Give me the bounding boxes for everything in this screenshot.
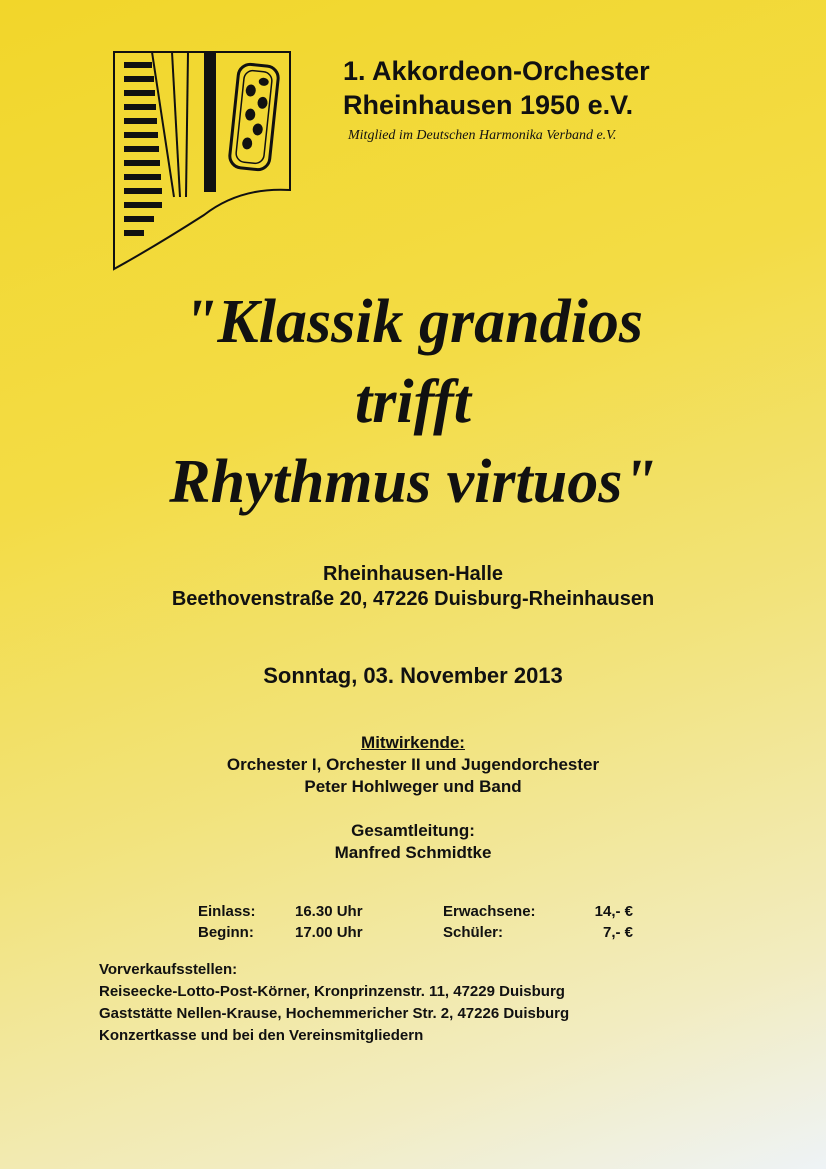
- venue-name: Rheinhausen-Halle: [322, 563, 504, 585]
- event-title-line1: "Klassik grandios: [183, 288, 643, 356]
- conductor-block: [0, 820, 826, 864]
- presale-item: Reiseecke-Lotto-Post-Körner, Kronprinzenstr. 11, 47229 Duisburg: [99, 983, 565, 1000]
- schedule-label: Beginn:: [198, 924, 254, 941]
- schedule-time: 16.30 Uhr: [295, 903, 363, 920]
- price-label: Erwachsene:: [443, 903, 536, 920]
- price-value: 7,- €: [602, 924, 633, 941]
- conductor-name: Manfred Schmidtke: [334, 843, 492, 862]
- presale-item: Gaststätte Nellen-Krause, Hochemmericher Str. 2, 47226 Duisburg: [99, 1005, 570, 1022]
- schedule-label: Einlass:: [198, 903, 256, 920]
- participants-block: [0, 732, 826, 798]
- schedule-time: 17.00 Uhr: [295, 924, 363, 941]
- venue-block: [0, 562, 826, 612]
- organization-name: [343, 54, 650, 122]
- organization-name-line1: 1. Akkordeon-Orchester: [343, 56, 650, 86]
- organization-name-line2: Rheinhausen 1950 e.V.: [343, 90, 634, 120]
- event-date: Sonntag, 03. November 2013: [263, 663, 563, 688]
- participant-item: Orchester I, Orchester II und Jugendorchester: [226, 755, 600, 774]
- event-title-line3: Rhythmus virtuos": [169, 448, 657, 516]
- participants-heading: Mitwirkende:: [361, 733, 465, 752]
- event-title-line2: trifft: [355, 368, 471, 436]
- organization-membership: Mitglied im Deutschen Harmonika Verband e.V.: [348, 128, 617, 143]
- presale-item: Konzertkasse und bei den Vereinsmitgliedern: [99, 1027, 424, 1044]
- accordion-logo-icon: [112, 47, 292, 271]
- price-label: Schüler:: [443, 924, 504, 941]
- presale-heading: Vorverkaufsstellen:: [99, 961, 238, 978]
- participant-item: Peter Hohlweger und Band: [304, 777, 522, 796]
- presale-block: [99, 959, 569, 1047]
- price-value: 14,- €: [594, 903, 633, 920]
- conductor-heading: Gesamtleitung:: [351, 821, 475, 840]
- venue-address: Beethovenstraße 20, 47226 Duisburg-Rheinhausen: [171, 588, 655, 610]
